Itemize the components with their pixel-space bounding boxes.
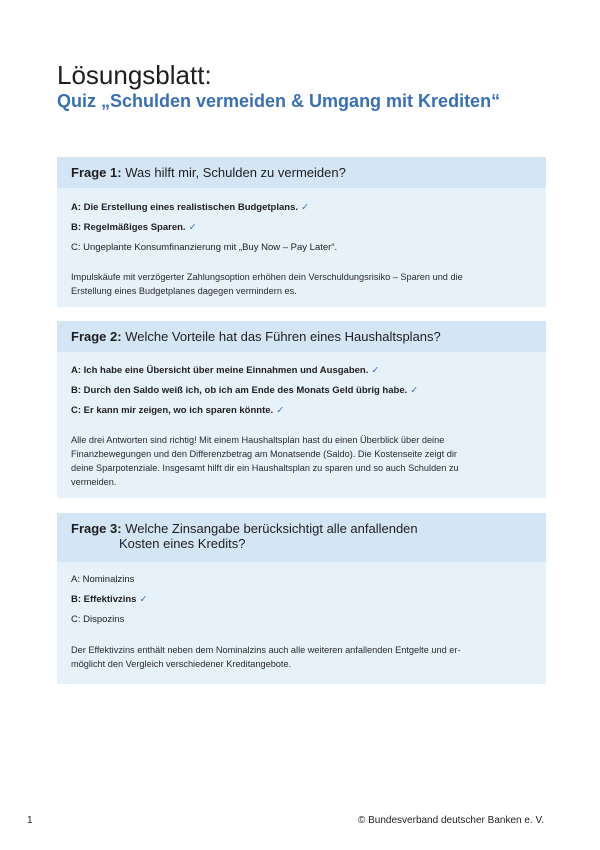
question-body	[57, 574, 546, 671]
copyright-notice: © Bundesverband deutscher Banken e. V.	[357, 815, 544, 826]
check-icon: ✓	[276, 405, 285, 416]
check-icon: ✓	[188, 222, 197, 233]
check-icon: ✓	[301, 202, 309, 213]
question-header	[57, 157, 546, 188]
page-number: 1	[27, 815, 33, 826]
question-text: Welche Zinsangabe berücksichtigt alle anfallenden	[125, 521, 418, 536]
question-card-1	[57, 157, 546, 307]
explanation: Impulskäufe mit verzögerter Zahlungsoption erhöhen dein Verschuldungsrisiko – Sparen und die Erstellung eines Budgetplanes dagegen vermindern es.	[71, 272, 463, 296]
question-text: Was hilft mir, Schulden zu vermeiden?	[125, 165, 346, 180]
answer-c: C: Ungeplante Konsumfinanzierung mit „Buy Now – Pay Later“.	[71, 242, 338, 253]
question-card-3	[57, 513, 546, 684]
answer-a: A: Ich habe eine Übersicht über meine Einnahmen und Ausgaben. ✓	[71, 365, 380, 376]
question-body	[57, 202, 546, 298]
page-subtitle: Quiz „Schulden vermeiden & Umgang mit Krediten“	[57, 91, 501, 111]
question-text-continued: Kosten eines Kredits?	[119, 536, 246, 551]
check-icon: ✓	[410, 385, 419, 396]
answer-a: A: Nominalzins	[71, 574, 135, 585]
answer-c: C: Er kann mir zeigen, wo ich sparen könnte. ✓	[71, 405, 285, 416]
question-label: Frage 2:	[71, 329, 122, 344]
question-header	[57, 321, 546, 352]
question-text: Welche Vorteile hat das Führen eines Haushaltsplans?	[125, 329, 441, 344]
page-title: Lösungsblatt:	[57, 60, 212, 90]
explanation: Alle drei Antworten sind richtig! Mit einem Haushaltsplan hast du einen Überblick über deine Finanzbewegungen und den Differenzbetrag am Monatsende (Saldo). Die Kostenseite zeigt dir deine Sparpotenziale. Insgesamt hilft dir ein Haushaltsplan zu sparen und so auch Schulden zu vermeiden.	[71, 435, 459, 487]
question-header	[57, 513, 546, 562]
question-body	[57, 365, 546, 489]
question-card-2	[57, 321, 546, 498]
check-icon: ✓	[139, 594, 148, 605]
answer-b: B: Effektivzins ✓	[71, 594, 148, 605]
answer-c: C: Dispozins	[71, 614, 125, 625]
question-label: Frage 1:	[71, 165, 122, 180]
check-icon: ✓	[371, 365, 380, 376]
answer-b: B: Durch den Saldo weiß ich, ob ich am Ende des Monats Geld übrig habe. ✓	[71, 385, 419, 396]
explanation: Der Effektivzins enthält neben dem Nominalzins auch alle weiteren anfallenden Entgelte und er- möglicht den Vergleich verschiedener Kreditangebote.	[71, 645, 461, 669]
answer-b: B: Regelmäßiges Sparen. ✓	[71, 222, 197, 233]
question-label: Frage 3:	[71, 521, 122, 536]
answer-a: A: Die Erstellung eines realistischen Budgetplans. ✓	[71, 202, 309, 213]
